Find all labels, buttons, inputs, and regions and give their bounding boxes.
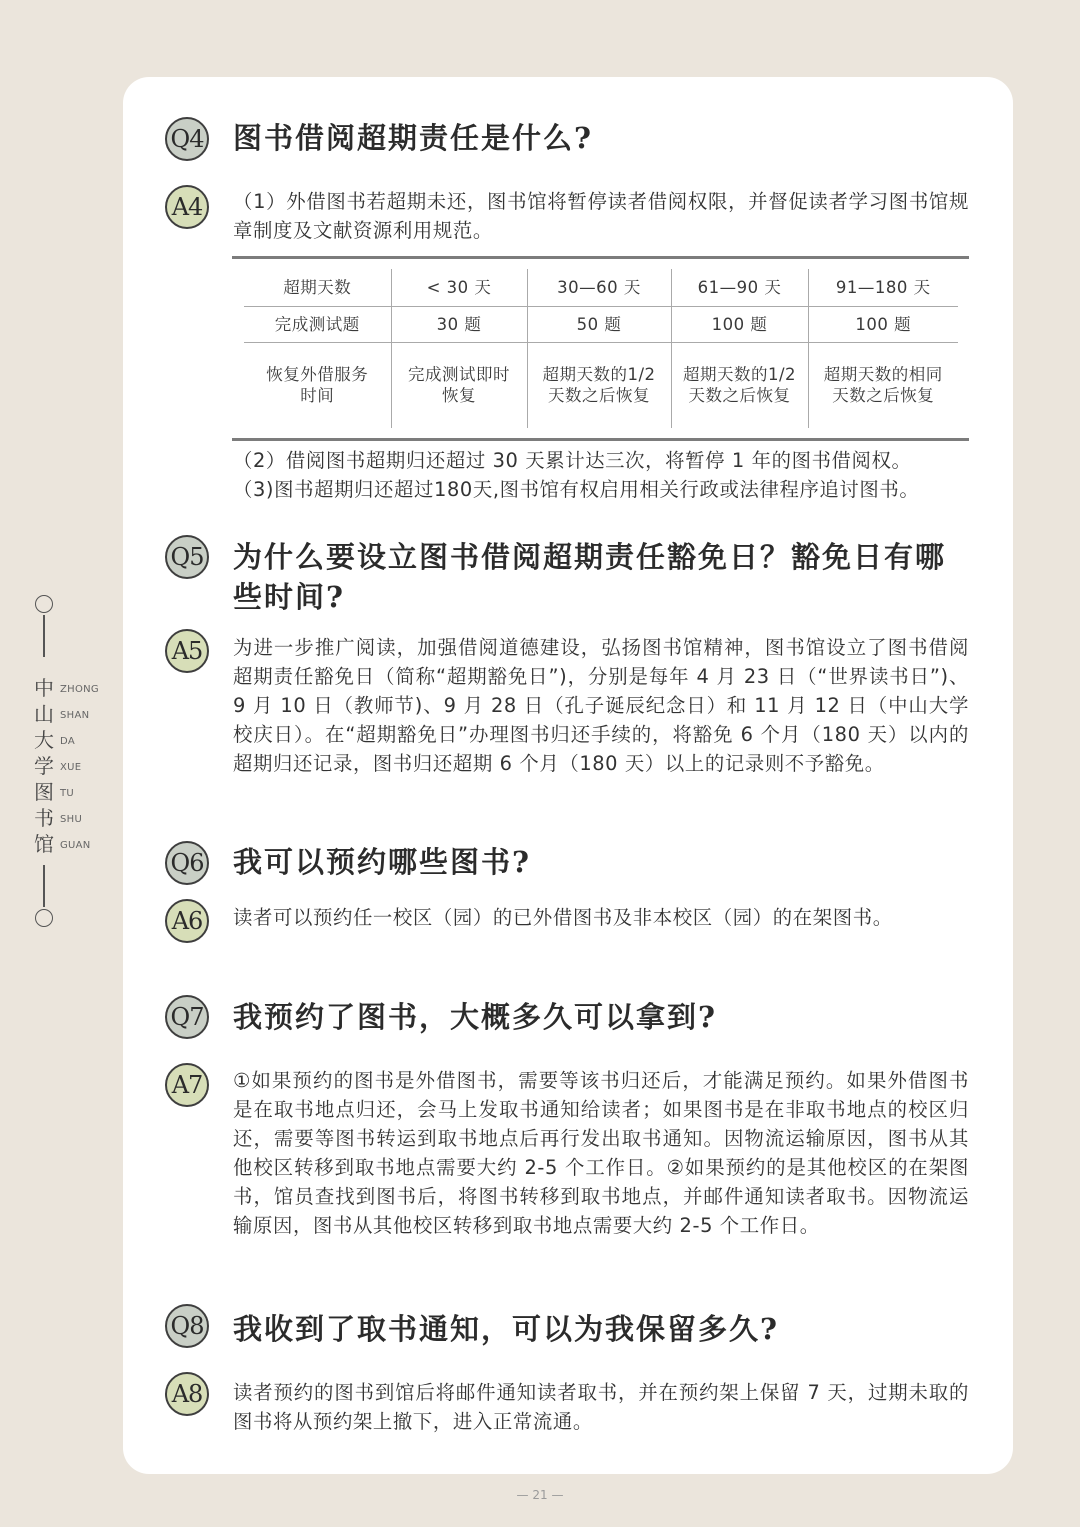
q5-badge: Q5 (165, 535, 209, 579)
a7-badge: A7 (165, 1063, 209, 1107)
q6-badge: Q6 (165, 841, 209, 885)
a8-badge: A8 (165, 1372, 209, 1416)
overdue-penalty-table (244, 269, 958, 428)
table-cell: 100 题 (808, 306, 958, 342)
table-header-cell: < 30 天 (391, 269, 527, 306)
bottom-line-ornament (43, 865, 45, 907)
q5-title: 为什么要设立图书借阅超期责任豁免日？豁免日有哪些时间? (233, 540, 947, 614)
table-cell: 30 题 (391, 306, 527, 342)
overdue-table-frame (232, 256, 969, 441)
q7-title: 我预约了图书，大概多久可以拿到? (233, 1000, 717, 1034)
a4-answer-part2: （2）借阅图书超期归还超过 30 天累计达三次，将暂停 1 年的图书借阅权。 (233, 449, 912, 472)
top-circle-ornament (35, 595, 53, 613)
q4-title: 图书借阅超期责任是什么? (233, 121, 593, 155)
q7-badge: Q7 (165, 995, 209, 1039)
table-header-cell: 61—90 天 (671, 269, 808, 306)
a5-answer: 为进一步推广阅读，加强借阅道德建设，弘扬图书馆精神，图书馆设立了图书借阅超期责任豁免日（简称“超期豁免日”)，分别是每年 4 月 23 日（“世界读书日”)、9 月 10 日（教师节)、9 月 28 日（孔子诞辰纪念日）和 11 月 12 日（中山大学校庆日）。在“超期豁免日”办理图书归还手续的，将豁免 6 个月（180 天）以内的超期归还记录，图书归还超期 6 个月（180 天）以上的记录则不予豁免。 (233, 636, 969, 775)
table-row (244, 342, 958, 428)
a6-answer: 读者可以预约任一校区（园）的已外借图书及非本校区（园）的在架图书。 (233, 906, 893, 929)
page-number: — 21 — (516, 1488, 564, 1502)
top-line-ornament (43, 615, 45, 657)
table-cell: 恢复外借服务时间 (244, 342, 391, 428)
table-cell: 超期天数的相同天数之后恢复 (823, 365, 943, 406)
table-row (244, 269, 958, 306)
q4-badge: Q4 (165, 117, 209, 161)
table-cell: 完成测试题 (244, 306, 391, 342)
table-header-cell: 30—60 天 (527, 269, 671, 306)
a4-badge: A4 (165, 185, 209, 229)
table-header-cell: 超期天数 (244, 269, 391, 306)
bottom-circle-ornament (35, 909, 53, 927)
a6-badge: A6 (165, 899, 209, 943)
table-row (244, 306, 958, 342)
table-cell: 完成测试即时恢复 (391, 342, 527, 428)
a8-answer: 读者预约的图书到馆后将邮件通知读者取书，并在预约架上保留 7 天，过期未取的图书将从预约架上撤下，进入正常流通。 (233, 1381, 969, 1433)
q8-title: 我收到了取书通知，可以为我保留多久? (233, 1312, 779, 1346)
library-name-vertical: 中 山 大 学 图 书 馆 (34, 676, 54, 856)
table-header-cell: 91—180 天 (808, 269, 958, 306)
q8-badge: Q8 (165, 1304, 209, 1348)
table-cell: 超期天数的1/2天数之后恢复 (671, 342, 808, 428)
table-cell: 50 题 (527, 306, 671, 342)
a4-answer-part1: （1）外借图书若超期未还，图书馆将暂停读者借阅权限，并督促读者学习图书馆规章制度及文献资源利用规范。 (233, 190, 969, 242)
library-name-pinyin: ZHONG SHAN DA XUE TU SHU GUAN (60, 684, 99, 851)
a5-badge: A5 (165, 629, 209, 673)
table-cell: 超期天数的1/2天数之后恢复 (527, 342, 671, 428)
table-cell: 100 题 (671, 306, 808, 342)
a4-answer-part3: （3)图书超期归还超过180天,图书馆有权启用相关行政或法律程序追讨图书。 (233, 478, 920, 501)
a7-answer: ①如果预约的图书是外借图书，需要等该书归还后，才能满足预约。如果外借图书是在取书地点归还，会马上发取书通知给读者；如果图书是在非取书地点的校区归还，需要等图书转运到取书地点后再行发出取书通知。因物流运输原因，图书从其他校区转移到取书地点需要大约 2-5 个工作日。②如果预约的是其他校区的在架图书，馆员查找到图书后，将图书转移到取书地点，并邮件通知读者取书。因物流运输原因，图书从其他校区转移到取书地点需要大约 2-5 个工作日。 (233, 1069, 969, 1237)
library-side-label (20, 595, 100, 935)
q6-title: 我可以预约哪些图书? (233, 845, 531, 879)
